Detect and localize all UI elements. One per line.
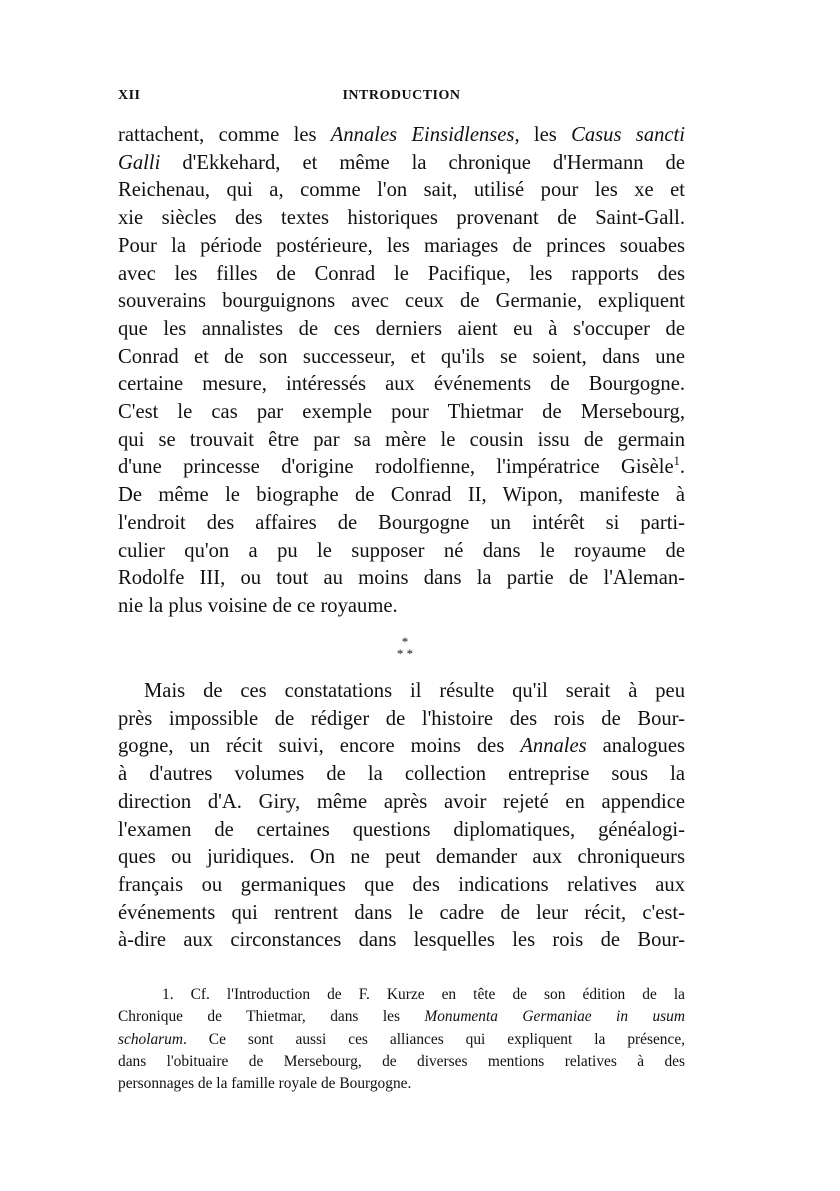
text-line: à d'autres volumes de la collection entreprise sous la <box>118 763 685 786</box>
footnote-line: scholarum. Ce sont aussi ces alliances qui expliquent la présence, <box>118 1030 685 1048</box>
text-line: Pour la période postérieure, les mariages de princes souabes <box>118 234 685 257</box>
text-line: avec les filles de Conrad le Pacifique, les rapports des <box>118 262 685 285</box>
century-numeral: xe <box>634 179 654 202</box>
text-line: De même le biographe de Conrad II, Wipon, manifeste à <box>118 484 685 507</box>
text-line: à-dire aux circonstances dans lesquelles les rois de Bour- <box>118 929 685 952</box>
text-line: événements qui rentrent dans le cadre de leur récit, c'est- <box>118 901 685 924</box>
text-line: rattachent, comme les Annales Einsidlenses, les Casus sancti <box>118 124 685 146</box>
text-line: Mais de ces constatations il résulte qu'il serait à peu <box>144 680 685 702</box>
text-line: nie la plus voisine de ce royaume. <box>118 594 398 617</box>
text-line: qui se trouvait être par sa mère le cousin issu de germain <box>118 428 685 451</box>
paragraph-2 <box>118 678 685 955</box>
text-line: français ou germaniques que des indications relatives aux <box>118 873 685 896</box>
footnote <box>118 984 685 1095</box>
page-number: XII <box>118 88 141 103</box>
text-line: ques ou juridiques. On ne peut demander aux chroniqueurs <box>118 846 685 869</box>
footnote-line: Chronique de Thietmar, dans les Monumenta Germaniae in usum <box>118 1008 685 1026</box>
text-line: que les annalistes de ces derniers aient eu à s'occuper de <box>118 317 685 340</box>
asterism-bottom: * * <box>396 646 414 661</box>
text-line: l'endroit des affaires de Bourgogne un intérêt si parti- <box>118 511 685 534</box>
text-line: Rodolfe III, ou tout au moins dans la partie de l'Aleman- <box>118 567 685 590</box>
text-line: souverains bourguignons avec ceux de Germanie, expliquent <box>118 290 685 313</box>
text-line: Conrad et de son successeur, et qu'ils se soient, dans une <box>118 345 685 368</box>
text-line: d'une princesse d'origine rodolfienne, l'impératrice Gisèle$^1$. <box>118 454 685 479</box>
text-line: gogne, un récit suivi, encore moins des Annales analogues <box>118 735 685 758</box>
asterism-ornament <box>380 636 430 660</box>
text-line: C'est le cas par exemple pour Thietmar de Mersebourg, <box>118 401 685 424</box>
text-line: culier qu'on a pu le supposer né dans le royaume de <box>118 539 685 562</box>
text-line: l'examen de certaines questions diplomatiques, généalogi- <box>118 818 685 841</box>
text-line: certaine mesure, intéressés aux événements de Bourgogne. <box>118 373 685 396</box>
text-line: Reichenau, qui a, comme l'on sait, utilisé pour les xe et <box>118 179 686 202</box>
footnote-line: 1. Cf. l'Introduction de F. Kurze en tête de son édition de la <box>162 986 685 1003</box>
text-line: xie siècles des textes historiques provenant de Saint-Gall. <box>118 207 685 230</box>
footnote-marker: 1 <box>673 454 680 469</box>
footnote-line: personnages de la famille royale de Bourgogne. <box>118 1075 412 1093</box>
running-title: INTRODUCTION <box>342 88 461 103</box>
asterism-top: * <box>401 634 409 649</box>
page-header <box>118 88 685 110</box>
text-line: près impossible de rédiger de l'histoire des rois de Bour- <box>118 707 685 730</box>
text-line: direction d'A. Giry, même après avoir rejeté en appendice <box>118 790 685 813</box>
footnote-line: dans l'obituaire de Mersebourg, de diverses mentions relatives à des <box>118 1052 685 1070</box>
century-numeral: xie <box>118 207 144 230</box>
paragraph-1 <box>118 122 685 621</box>
text-line: Galli d'Ekkehard, et même la chronique d'Hermann de <box>118 151 685 174</box>
